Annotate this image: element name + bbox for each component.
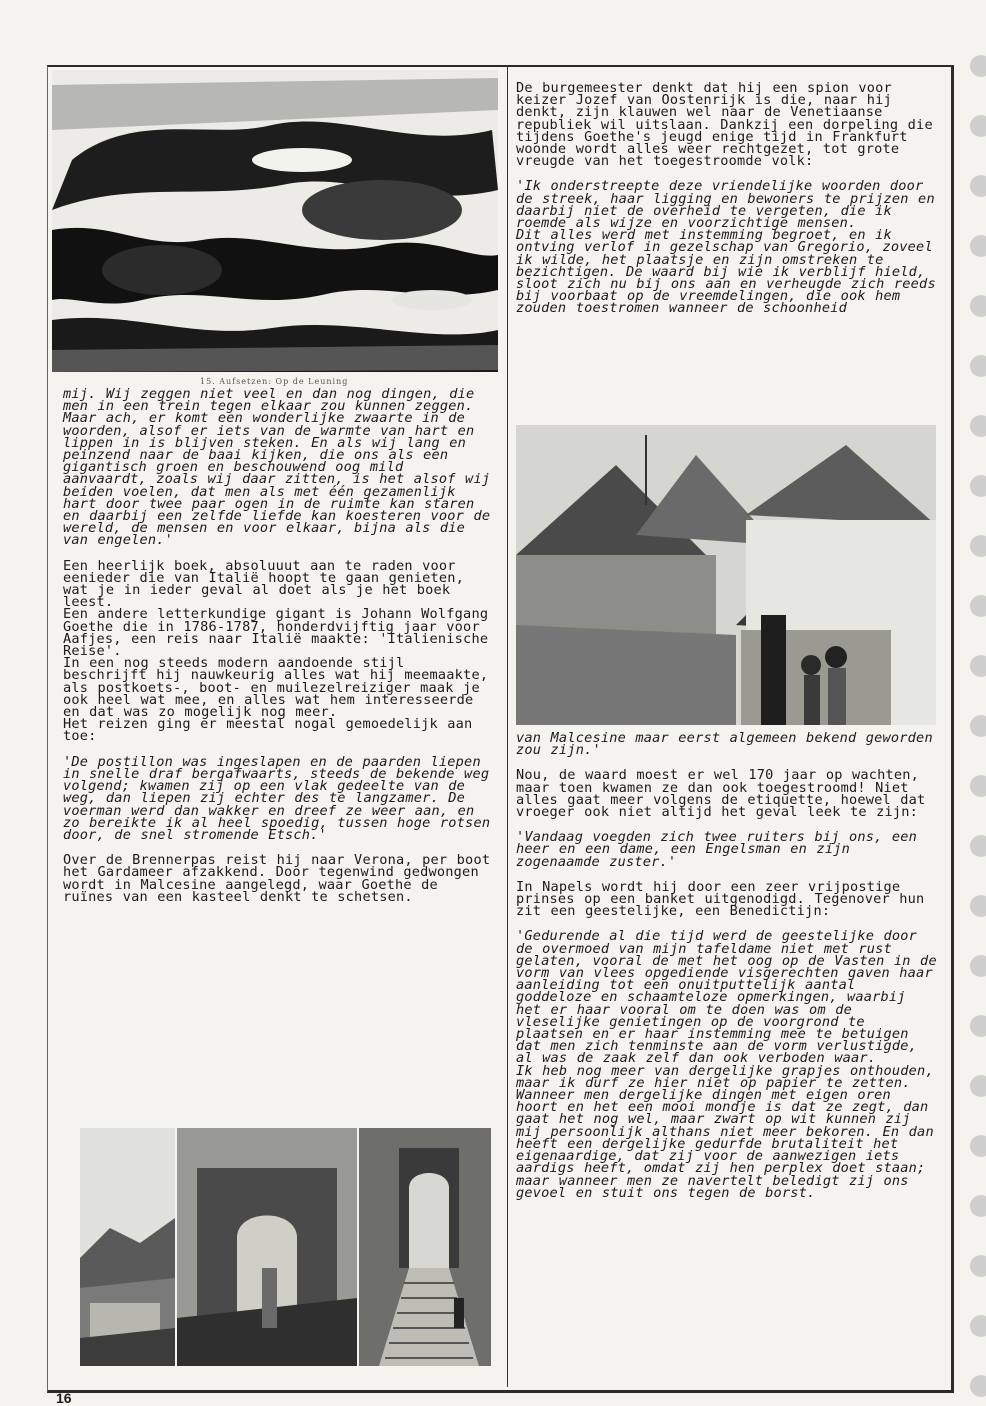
binder-hole	[970, 535, 986, 557]
binder-hole	[970, 295, 986, 317]
clouds-woodcut-image	[52, 70, 498, 372]
paragraph: van Malcesine maar eerst algemeen bekend geworden zou zijn.'	[516, 730, 933, 759]
binder-hole	[970, 235, 986, 257]
binder-hole	[970, 595, 986, 617]
stone-arch-photo	[177, 1128, 357, 1366]
right-column-text-bottom	[516, 732, 940, 1212]
binder-hole	[970, 1315, 986, 1337]
mountain-town-photo	[80, 1128, 175, 1366]
binder-hole	[970, 955, 986, 977]
binder-hole	[970, 1075, 986, 1097]
binder-hole	[970, 1015, 986, 1037]
left-column-text	[63, 388, 495, 916]
paragraph: In Napels wordt hij door een zeer vrijpostige prinses op een banket uitgenodigd. Tegenover hun zit een geestelijke, een Benedictijn:	[516, 878, 925, 920]
column-divider	[507, 65, 508, 1387]
binder-hole	[970, 655, 986, 677]
binder-hole	[970, 715, 986, 737]
paragraph: 'Ik onderstreepte deze vriendelijke woorden door de streek, haar ligging en bewoners te prijzen en daarbij niet de overheid te vergeten, die ik roemde als wijze en voorzichtige mensen. Dit alles werd met instemming begroet, en ik ontving verlof in gezelschap van Gregorio, zoveel ik wilde, het plaatsje en zijn omstreken te bezichtigen. De waard bij wie ik verblijf hield, sloot zich nu bij ons aan en verheugde zich reeds bij voorbaat op de vreemdelingen, die ook hem zouden toestromen wanneer de schoonheid	[516, 178, 936, 317]
paragraph: Nou, de waard moest er wel 170 jaar op wachten, maar toen kwamen ze dan ook toegestroomd! Niet alles gaat meer volgens de etiquette, hoewel dat vroeger ook niet altijd het geval leek te zijn:	[516, 767, 926, 821]
stairway-gate-photo	[359, 1128, 491, 1366]
binder-holes	[966, 40, 986, 1402]
right-column-text-top	[516, 82, 940, 328]
trulli-houses-photo	[516, 425, 936, 725]
binder-hole	[970, 55, 986, 77]
paragraph: Een heerlijk boek, absoluuut aan te raden voor eenieder die van Italië hoopt te gaan genieten, wat je in ieder geval al doet als je het boek leest. Een andere letterkundige gigant is Johann Wolfgang Goethe die in 1786-1787, honderdvijftig jaar voor Aafjes, een reis naar Italië maakte: 'Italienische Reise'. In een nog steeds modern aandoende stijl beschrijft hij nauwkeurig alles wat hij meemaakte, als postkoets-, boot- en muilezelreiziger maak je ook heel wat mee, en alles wat hem interesseerde en dat was zo mogelijk nog meer. Het reizen ging er meestal nogal gemoedelijk aan toe:	[63, 557, 489, 745]
binder-hole	[970, 415, 986, 437]
page-number: 16	[56, 1390, 72, 1406]
binder-hole	[970, 475, 986, 497]
paragraph: mij. Wij zeggen niet veel en dan nog dingen, die men in een trein tegen elkaar zou kunnen zeggen. Maar ach, er komt een wonderlijke zwaarte in de woorden, alsof er iets van de warmte van hart en lippen in is blijven steken. En als wij lang en peinzend naar de baai kijken, die ons als een gigantisch groen en beschouwend oog mild aanvaardt, zoals wij daar zitten, is het alsof wij beiden voelen, dat men als met één gezamenlijk hart door twee paar ogen in de ruimte kan staren en daarbij een zelfde liefde kan koesteren voor de wereld, de mensen en voor elkaar, bijna als die van engelen.'	[63, 386, 491, 549]
binder-hole	[970, 1375, 986, 1397]
paragraph: 'De postillon was ingeslapen en de paarden liepen in snelle draf bergafwaarts, steeds de bekende weg volgend; kwamen zij op een vlak gedeelte van de weg, dan liepen zij echter des te langzamer. De voerman werd dan wakker en dreef ze weer aan, en zo bereikte ik al heel spoedig, tussen hoge rotsen door, de snel stromende Etsch.'	[63, 753, 491, 843]
binder-hole	[970, 355, 986, 377]
paragraph: 'Gedurende al die tijd werd de geestelijke door de overmoed van mijn tafeldame niet met rust gelaten, vooral de met het oog op de Vasten in de vorm van vlees opgediende visgerechten gaven haar aanleiding tot een onuitputtelijk aantal goddeloze en schaamteloze opmerkingen, waarbij het er haar vooral om te doen was om de vleselijke genietingen op de voorgrond te plaatsen en er haar instemming mee te betuigen dat men zich tenminste aan de vorm verlustigde, al was de zaak zelf dan ook verboden waar. Ik heb nog meer van dergelijke grapjes onthouden, maar ik durf ze hier niet op papier te zetten. Wanneer men dergelijke dingen met eigen oren hoort en het een mooi mondje is dat ze zegt, dan gaat het nog wel, maar zwart op wit kunnen zij mij persoonlijk althans niet meer bekoren. En dan heeft een dergelijke gedurfde brutaliteit het eigenaardige, dat zij voor de aanwezigen iets aardigs heeft, omdat zij hen perplex doet staan; maar wanneer men ze navertelt beledigt zij ons gevoel en stuit ons tegen de borst.	[516, 928, 937, 1201]
binder-hole	[970, 115, 986, 137]
binder-hole	[970, 175, 986, 197]
paragraph: 'Vandaag voegden zich twee ruiters bij ons, een heer en een dame, een Engelsman en zijn zogenaamde zuster.'	[516, 829, 918, 870]
binder-hole	[970, 1135, 986, 1157]
image-caption: 15. Aufsetzen: Op de Leuning	[200, 377, 349, 386]
binder-hole	[970, 1255, 986, 1277]
binder-hole	[970, 895, 986, 917]
binder-hole	[970, 775, 986, 797]
paragraph: Over de Brennerpas reist hij naar Verona, per boot het Gardameer afzakkend. Door tegenwind gedwongen wordt in Malcesine aangelegd, waar Goethe de ruïnes van een kasteel denkt te schetsen.	[63, 852, 491, 905]
paragraph: De burgemeester denkt dat hij een spion voor keizer Jozef van Oostenrijk is die, naar hij denkt, zijn klauwen wel naar de Venetiaanse republiek wil uitslaan. Dankzij een dorpeling die tijdens Goethe's jeugd enige tijd in Frankfurt woonde wordt alles weer rechtgezet, tot grote vreugde van het toegestroomde volk:	[516, 80, 933, 170]
binder-hole	[970, 1195, 986, 1217]
binder-hole	[970, 835, 986, 857]
